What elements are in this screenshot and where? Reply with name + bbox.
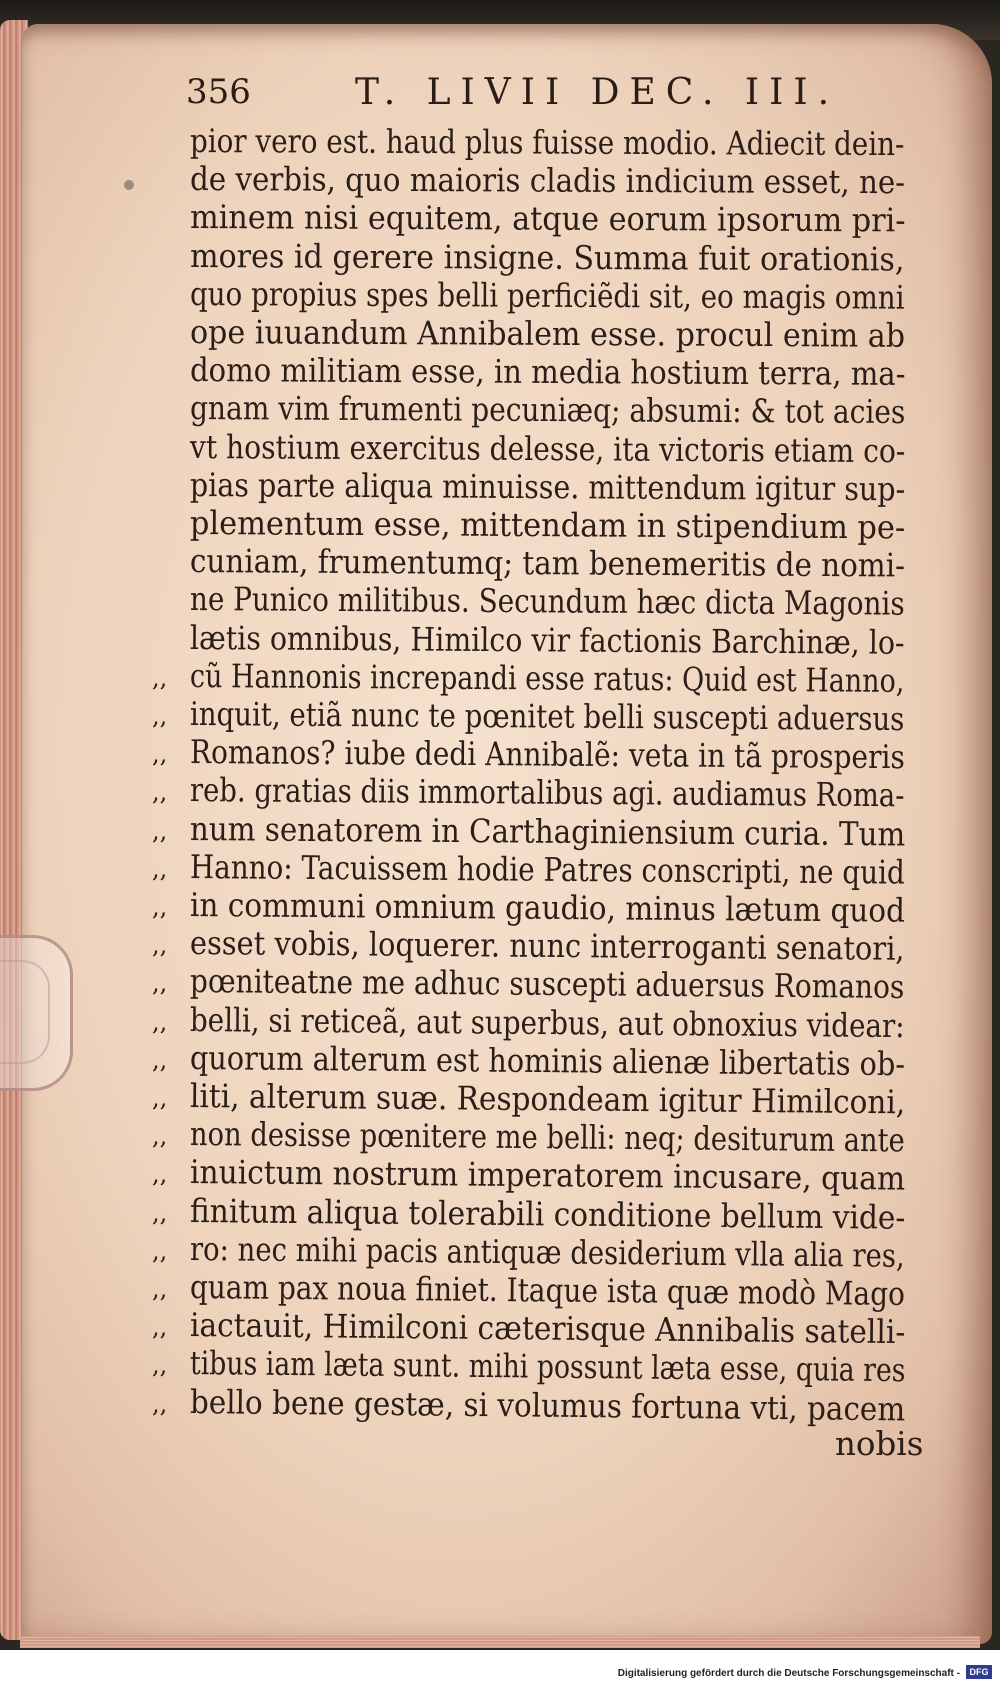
text-line: num senatorem in Carthaginiensium curia. Tum <box>189 809 906 854</box>
text-line: Romanos? iube dedi Annibalẽ: veta in tã prosperis <box>189 733 905 777</box>
text-line: quam pax noua finiet. Itaque ista quæ modò Mago <box>189 1268 906 1313</box>
text-line: inuictum nostrum imperatorem incusare, quam <box>189 1153 906 1198</box>
quotation-mark: ,, <box>152 1198 168 1227</box>
text-line: cuniam, frumentumq; tam benemeritis de nomi- <box>189 542 906 585</box>
quotation-mark: ,, <box>152 1122 168 1151</box>
quotation-mark: ,, <box>152 1236 168 1265</box>
text-line: reb. gratias diis immortalibus agi. audiamus Roma- <box>189 771 905 815</box>
quotation-mark: ,, <box>152 1275 168 1303</box>
quotation-mark: ,, <box>152 1045 168 1074</box>
text-line: inquit, etiã nunc te pœnitet belli suscepti aduersus <box>189 695 905 739</box>
text-line: ne Punico militibus. Secundum hæc dicta Magonis <box>189 580 905 624</box>
text-line: mores id gerere insigne. Summa fuit orationis, <box>189 236 905 279</box>
quotation-mark: ,, <box>152 663 168 692</box>
quotation-mark: ,, <box>152 1084 168 1112</box>
text-line: finitum aliqua tolerabili conditione bellum vide- <box>189 1191 906 1237</box>
text-line: quorum alterum est hominis alienæ libertatis ob- <box>189 1038 906 1083</box>
quotation-mark: ,, <box>152 1007 168 1036</box>
text-line: pias parte aliqua minuisse. mittendum igitur sup- <box>189 465 906 509</box>
text-line: minem nisi equitem, atque eorum ipsorum pri- <box>189 198 906 240</box>
quotation-mark: ,, <box>152 1351 168 1380</box>
text-line: tibus iam læta sunt. mihi possunt læta esse, quia res <box>189 1344 906 1390</box>
quotation-mark: ,, <box>152 778 168 807</box>
quotation-mark: ,, <box>152 702 168 730</box>
text-line: ope iuuandum Annibalem esse. procul enim ab <box>189 313 906 355</box>
text-line: pœniteatne me adhuc suscepti aduersus Romanos <box>189 962 905 1007</box>
text-line: quo propius spes belli perficiẽdi sit, eo magis omni <box>189 274 905 317</box>
page-number: 356 <box>186 72 251 112</box>
text-line: plementum esse, mittendam in stipendium pe- <box>189 504 906 547</box>
text-line: iactauit, Himilconi cæterisque Annibalis satelli- <box>189 1306 906 1352</box>
text-line: belli, si reticeã, aut superbus, aut obnoxius videar: <box>189 1000 905 1045</box>
quotation-mark: ,, <box>152 969 168 998</box>
text-line: ro: nec mihi pacis antiquæ desiderium vlla alia res, <box>189 1229 905 1275</box>
quotation-mark: ,, <box>152 1389 168 1418</box>
dfg-logo: DFG <box>966 1665 992 1679</box>
text-line: de verbis, quo maioris cladis indicium esset, ne- <box>189 160 906 202</box>
text-line: in communi omnium gaudio, minus lætum quod <box>189 886 906 930</box>
quotation-mark: ,, <box>152 931 168 960</box>
text-line: lætis omnibus, Himilco vir factionis Barchinæ, lo- <box>189 618 905 662</box>
text-line: vt hostium exercitus delesse, ita victoris etiam co- <box>189 427 906 470</box>
quotation-mark: ,, <box>152 740 168 769</box>
text-line: Hanno: Tacuissem hodie Patres conscripti, ne quid <box>189 847 905 892</box>
text-line: pior vero est. haud plus fuisse modio. Adiecit dein- <box>189 122 905 164</box>
quotation-mark: ,, <box>152 1313 168 1342</box>
text-line: esset vobis, loquerer. nunc interroganti senatori, <box>189 924 905 969</box>
running-title: T. LIVII DEC. III. <box>355 72 840 113</box>
text-line: liti, alterum suæ. Respondeam igitur Himilconi, <box>189 1077 906 1122</box>
quotation-mark: ,, <box>152 816 168 845</box>
catchword: nobis <box>835 1424 924 1463</box>
quotation-mark: ,, <box>152 1160 168 1189</box>
text-line: gnam vim frumenti pecuniæq; absumi: & tot acies <box>189 389 906 432</box>
text-line: non desisse pœnitere me belli: neq; desiturum ante <box>189 1115 905 1160</box>
footer-credit: Digitalisierung gefördert durch die Deutsche Forschungsgemeinschaft - <box>617 1668 960 1679</box>
quotation-mark: ,, <box>152 854 168 883</box>
text-line: bello bene gestæ, si volumus fortuna vti, pacem <box>189 1382 906 1428</box>
text-line: domo militiam esse, in media hostium terra, ma- <box>189 351 906 394</box>
text-line: cũ Hannonis increpandi esse ratus: Quid est Hanno, <box>189 656 905 700</box>
quotation-mark: ,, <box>152 893 168 921</box>
